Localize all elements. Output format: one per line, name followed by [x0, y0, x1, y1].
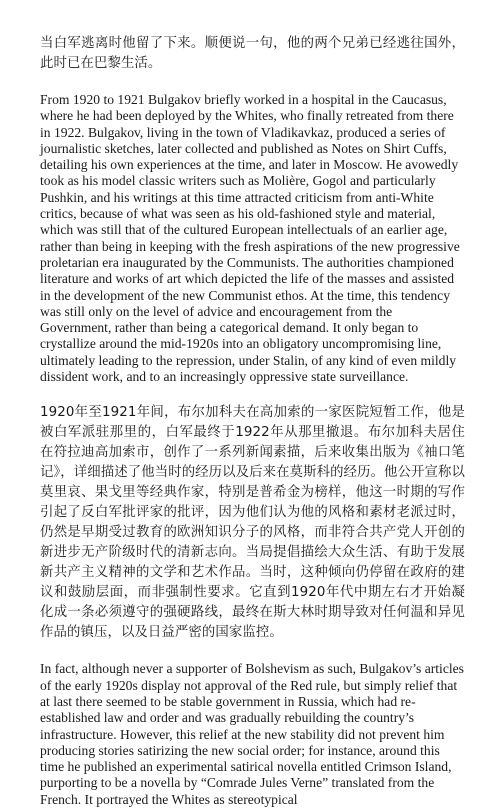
paragraph-zh-1: 当白军逃离时他留了下来。顺便说一句，他的两个兄弟已经逃往国外，此时已在巴黎生活。 [40, 36, 465, 71]
paragraph-en-1: From 1920 to 1921 Bulgakov briefly worked in a hospital in the Caucasus, where he had been deployed by the Whites, who finally retreated from there in 1922. Bulgakov, living in the town of Vladikavkaz, produced a series of journalistic sketches, later collected and published as Notes on Shirt Cuffs, detailing his own experiences at the time, and later in Moscow. He avowedly took as his model classic writers such as Molière, Gogol and particularly Pushkin, and his writings at this time attracted criticism from anti-White critics, because of what was seen as his old-fashioned style and material, which was still that of the cultured European intellectuals of an earlier age, rather than being in keeping with the fresh aspirations of the new progressive proletarian era inaugurated by the Communists. The authorities championed literature and works of art which depicted the life of the masses and assisted in the development of the new Communist ethos. At the time, this tendency was still only on the level of advice and encouragement from the Government, rather than being a categorical demand. It only began to crystallize around the mid-1920s into an obligatory uncompromising line, ultimately leading to the repression, under Stalin, of any kind of even mildly dissident work, and to an increasingly oppressive state surveillance. [40, 92, 460, 385]
paragraph-zh-2: 1920年至1921年间，布尔加科夫在高加索的一家医院短暂工作，他是被白军派驻那里的，白军最终于1922年从那里撤退。布尔加科夫居住在符拉迪高加索市，创作了一系列新闻素描，后来收集出版为《袖口笔记》，详细描述了他当时的经历以及后来在莫斯科的经历。他公开宣称以莫里哀、果戈里等经典作家，特别是普希金为榜样，他这一时期的写作引起了反白军批评家的批评，因为他们认为他的风格和素材老派过时，仍然是早期受过教育的欧洲知识分子的风格，而非符合共产党人开创的新进步无产阶级时代的清新志向。当局提倡描绘大众生活、有助于发展新共产主义精神的文学和艺术作品。当时，这种倾向仍停留在政府的建议和鼓励层面，而非强制性要求。它直到1920年代中期左右才开始凝化成一条必须遵守的强硬路线，最终在斯大林时期导致对任何温和异见作品的镇压，以及日益严密的国家监控。 [40, 405, 465, 641]
paragraph-en-2: In fact, although never a supporter of Bolshevism as such, Bulgakov’s articles of the early 1920s display not approval of the Red rule, but simply relief that at last there seemed to be stable government in Russia, which had re-established law and order and was gradually rebuilding the country’s infrastructure. However, this relief at the new stability did not prevent him producing stories satirizing the new social order; for instance, around this time he published an experimental satirical novella entitled Crimson Island, purporting to be a novella by “Comrade Jules Verne” translated from the French. It portrayed the Whites as stereotypical [40, 661, 464, 807]
document-page [40, 34, 465, 808]
